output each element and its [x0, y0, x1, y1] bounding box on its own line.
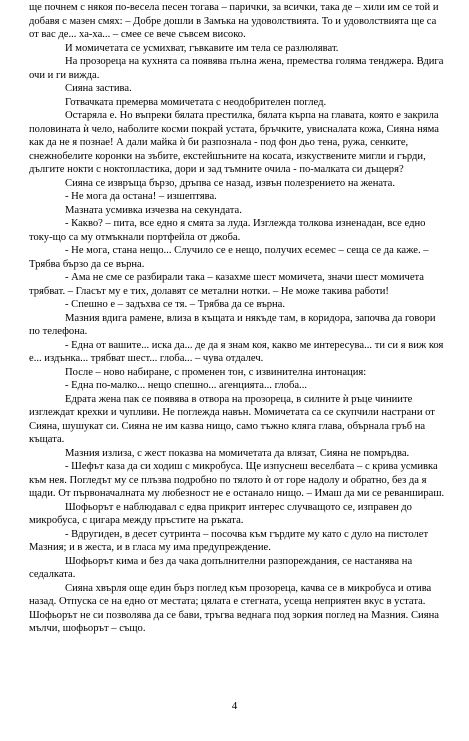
- paragraph: Шофьорът е наблюдавал с едва прикрит интерес случващото се, изправен до микробуса, с цигара между пръстите на ръката.: [29, 501, 412, 526]
- paragraph: Сияна се извръща бързо, дръпва се назад, извън полезрението на жената.: [65, 177, 395, 189]
- paragraph: Шофьорът кима и без да чака допълнителни разпореждания, се настанява на седалката.: [29, 555, 413, 580]
- paragraph: На прозореца на кухнята са появява пълна жена, премества голяма тенджера. Вдига очи и ги вижда.: [29, 56, 444, 81]
- dialogue-line: - Не мога да остана! – изшептява.: [65, 191, 217, 202]
- paragraph: Едрата жена пак се появява в отвора на прозореца, в силните ѝ ръце чиниите изглеждат крехки и чупливи. Не поглежда навън. Момичетата са се скупчили настрани от Сияна, шушукат си. Сияна не им казва нищо, само тъжно кляга глава, обърнала гръб на къщата.: [29, 393, 435, 445]
- paragraph: Мазния излиза, с жест показва на момичетата да влязат, Сияна не помръдва.: [65, 447, 410, 459]
- dialogue-line: - Спешно е – задъхва се тя. – Трябва да се върна.: [65, 299, 286, 310]
- paragraph: И момичетата се усмихват, гъвкавите им тела се разлюляват.: [65, 42, 339, 54]
- page-number: 4: [231, 700, 238, 712]
- body-text: [29, 1, 447, 636]
- dialogue-line: - Ама не сме се разбирали така – казахме шест момичета, значи шест момичета трябват. – Гласът му е тих, долавят се метални нотки. – Не може такива работи!: [29, 272, 424, 297]
- dialogue-line: - Една по-малко... нещо спешно... агенцията... глоба...: [65, 380, 308, 391]
- dialogue-line: - Не мога, стана нещо... Случило се е нещо, получих есемес – сеща се да каже. – Трябва бързо да се върна.: [29, 245, 429, 270]
- dialogue-line: - Шефът каза да си ходиш с микробуса. Ще изпуснеш веселбата – с крива усмивка към нея. Погледът му се плъзва подробно по тялото ѝ от горе надолу и обратно, без да я щади. От първоначалната му любезност не е останало нищо. – Имаш да ми се реваншираш.: [29, 461, 445, 499]
- paragraph: Мазната усмивка изчезва на секундата.: [65, 204, 242, 216]
- paragraph: Мазния вдига рамене, влиза в къщата и някъде там, в коридора, започва да говори по телефона.: [29, 312, 436, 337]
- dialogue-line: - Една от вашите... иска да... де да я знам коя, какво ме интересува... ти си я виж коя е... издънка... трябват шест... глоба... – чува отдалеч.: [29, 339, 444, 364]
- paragraph: Остаряла е. Но въпреки бялата престилка, бялата кърпа на главата, която е закрила половината ѝ чело, наболите косми покрай устата, бръчките, увисналата кожа, Сияна няма как да не я познае! А дали майка ѝ би разпознала - под фон дьо тена, ружа, сенките, снежнобелите коронки на зъбите, екстейшъните на косата, изкуствените мигли и гърди, дългите нокти с ноктопластика, дори и зад тъмните очила - по-малката си дъщеря?: [29, 110, 439, 175]
- paragraph: Сияна хвърля още един бърз поглед към прозореца, качва се в микробуса и отива назад. Отпуска се на едно от местата; цялата е стегната, усеща неприятен вкус в устата. Шофьорът не си позволява да се бави, тръгва веднага под зоркия поглед на Мазния. Сияна мълчи, шофьорът – също.: [29, 582, 439, 634]
- dialogue-line: - Вдругиден, в десет сутринта – посочва към гърдите му като с дуло на пистолет Мазния; и в жеста, и в гласа му има предупреждение.: [29, 528, 429, 553]
- paragraph: Сияна застива.: [65, 83, 132, 94]
- paragraph: После – ново набиране, с променен тон, с извинителна интонация:: [65, 366, 367, 378]
- paragraph: ще почнем с някоя по-весела песен тогава – парички, за всички, така де – хили им се той и добавя с мазен смях: – Добре дошли в Замъка на удоволствията. То и удоволствията ще са от вас де... ха-ха... – смее се вече съвсем високо.: [29, 2, 439, 40]
- dialogue-line: - Какво? – пита, все едно я смята за луда. Изглежда толкова изненадан, все едно току-що са му отмъкнали портфейла от джоба.: [29, 218, 426, 243]
- paragraph: Готвачката премерва момичетата с неодобрителен поглед.: [65, 96, 327, 108]
